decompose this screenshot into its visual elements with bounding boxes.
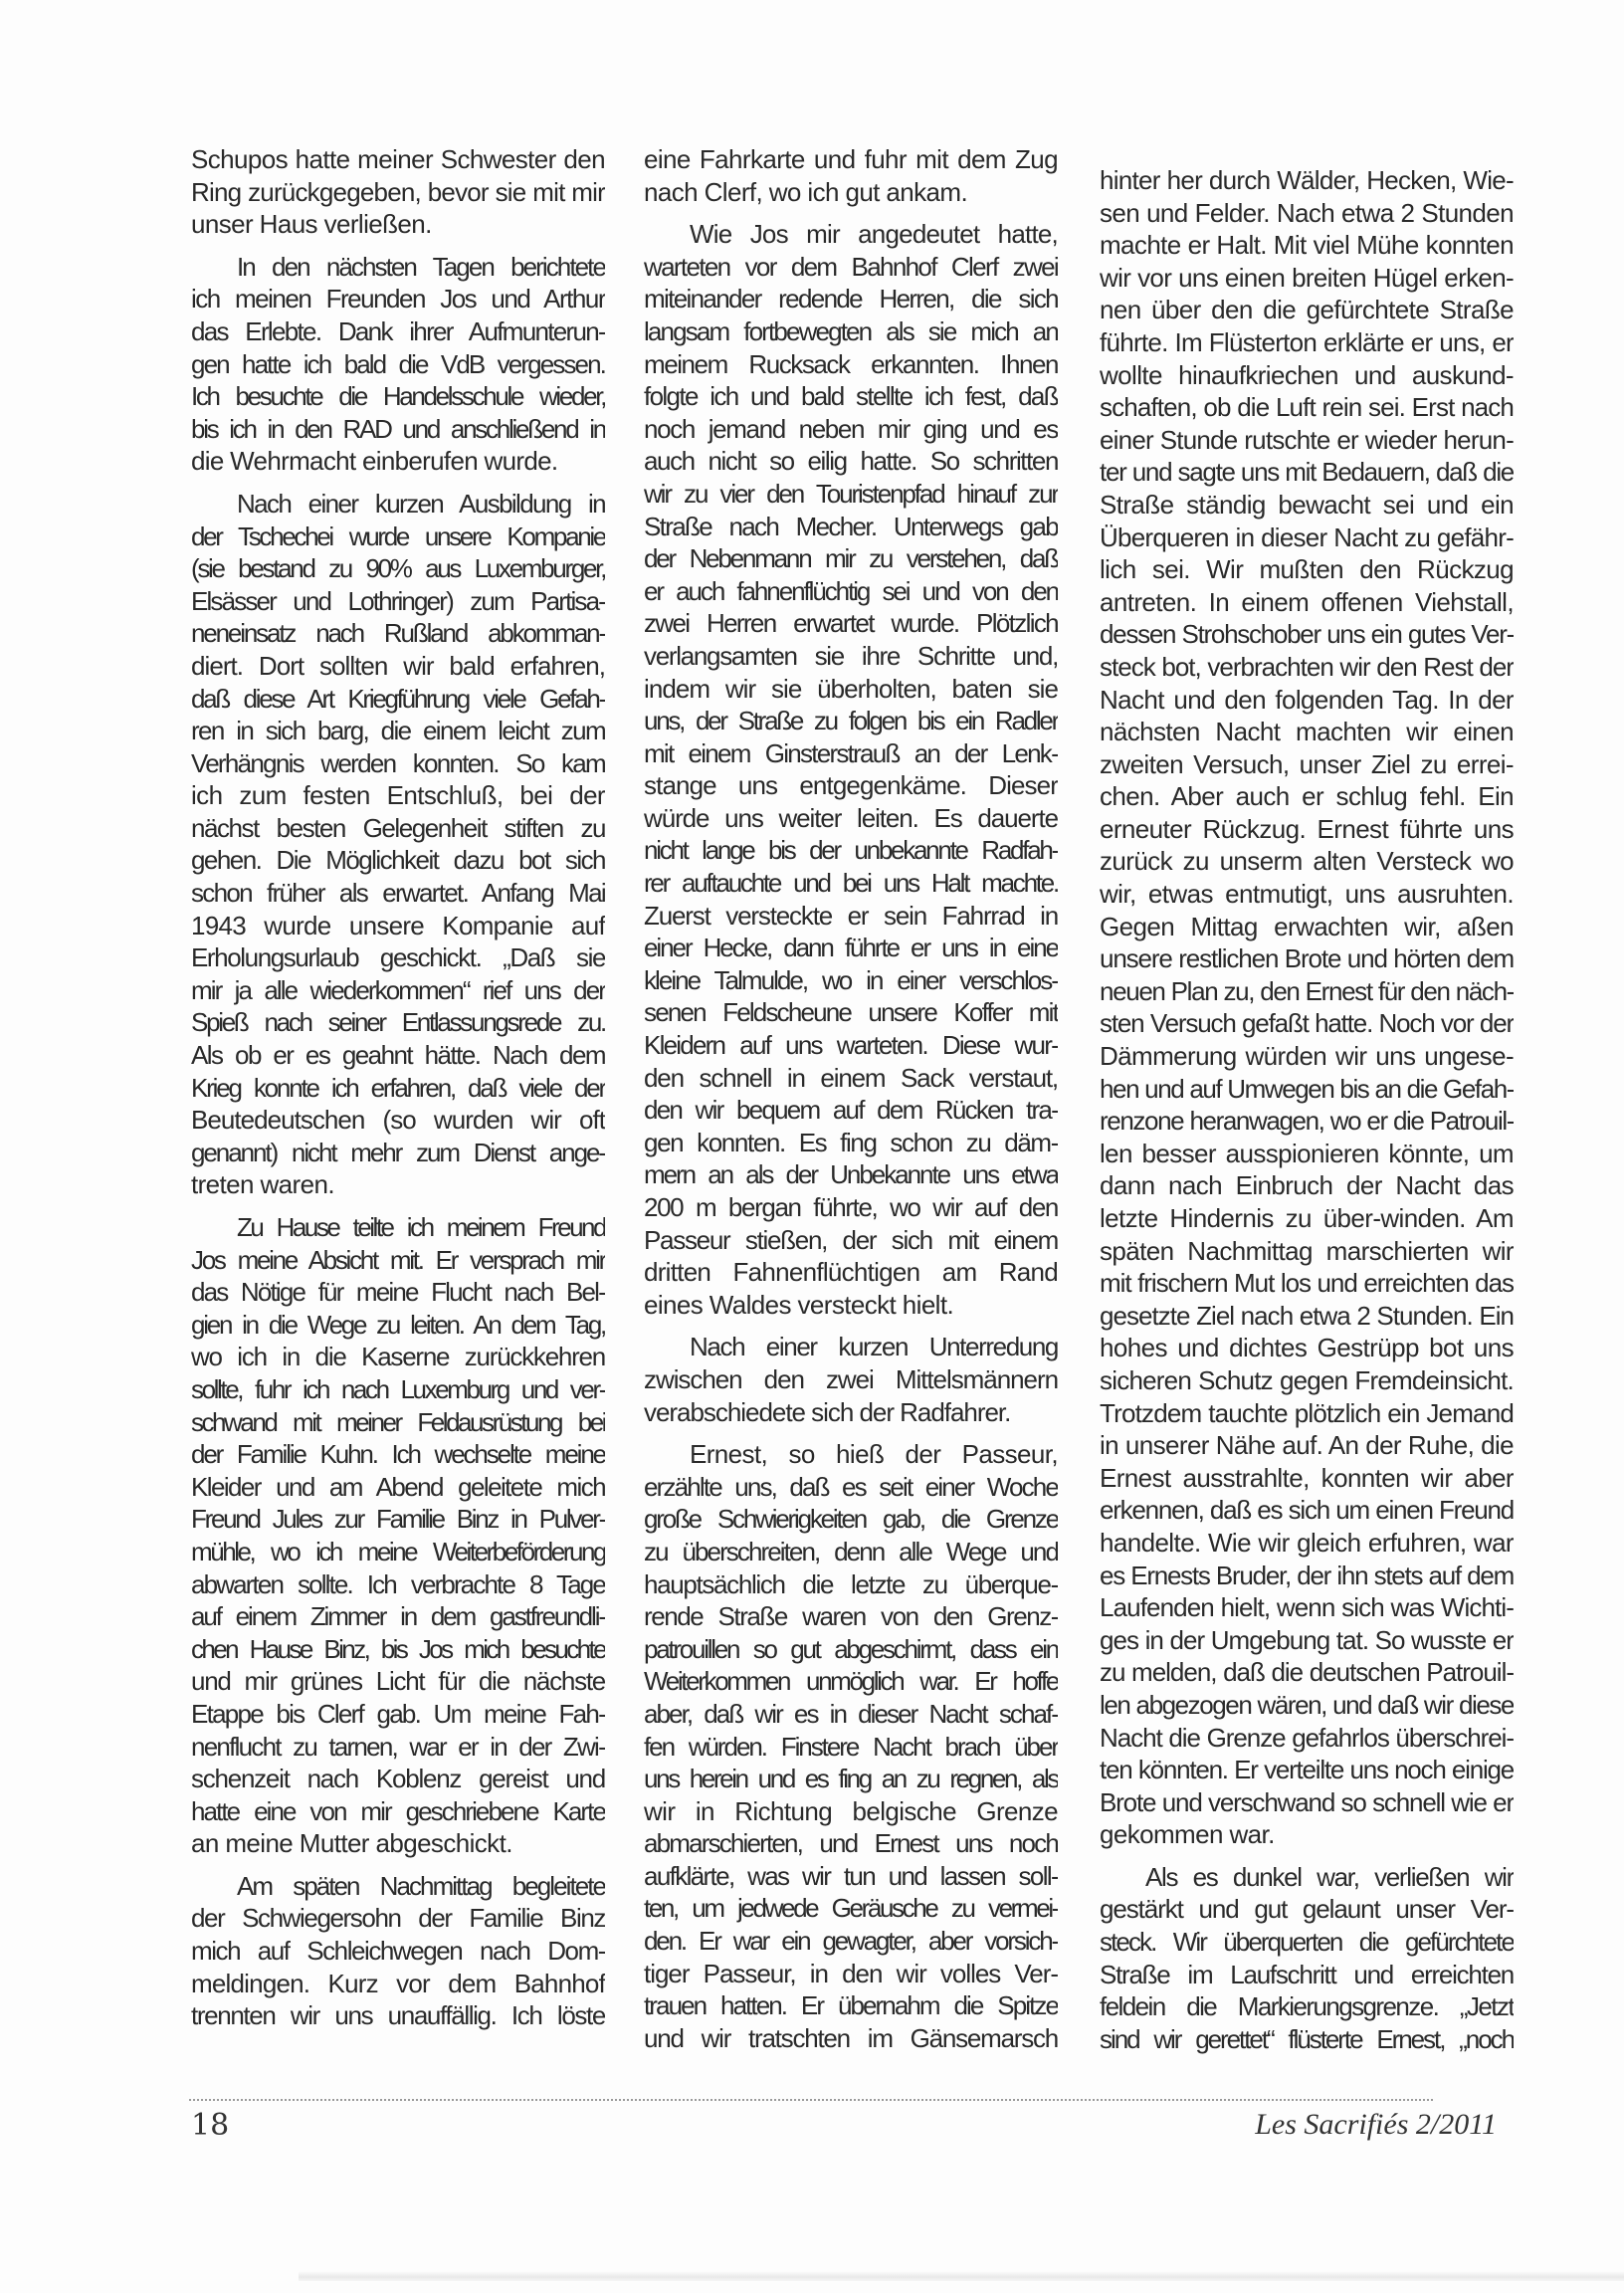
text-line: uns, der Straße zu folgen bis ein Radler xyxy=(644,706,1058,736)
text-line: Am späten Nachmittag begleitete xyxy=(237,1870,605,1901)
text-line: ter und sagte uns mit Bedauern, daß die xyxy=(1100,457,1514,488)
text-line: ich zum festen Entschluß, bei der xyxy=(191,780,605,811)
text-line: steck. Wir überquerten die gefürchtete xyxy=(1100,1927,1514,1958)
text-line: Beutedeutschen (so wurden wir oft xyxy=(191,1105,605,1136)
text-line: handelte. Wie wir gleich erfuhren, war xyxy=(1100,1527,1514,1558)
text-line: abmarschierten, und Ernest uns noch xyxy=(644,1828,1058,1859)
text-line: und wir tratschten im Gänsemarsch xyxy=(644,2022,1058,2053)
text-line: Etappe bis Clerf gab. Um meine Fah- xyxy=(191,1698,605,1729)
text-line: Nach einer kurzen Unterredung xyxy=(690,1332,1058,1362)
text-line: Nacht die Grenze gefahrlos überschrei- xyxy=(1100,1722,1514,1753)
page-number: 18 xyxy=(191,2108,230,2143)
text-line: folgte ich und bald stellte ich fest, daß xyxy=(644,381,1058,412)
text-line: uns herein und es fing an zu regnen, als xyxy=(644,1764,1058,1794)
text-line: unser Haus verließen. xyxy=(191,209,432,240)
text-line: warteten vor dem Bahnhof Clerf zwei xyxy=(644,251,1058,282)
text-line: schenzeit nach Koblenz gereist und xyxy=(191,1764,605,1794)
text-line: wir in Richtung belgische Grenze xyxy=(644,1795,1058,1826)
text-line: abwarten sollte. Ich verbrachte 8 Tage xyxy=(191,1568,605,1599)
text-column-2 xyxy=(644,143,1058,2064)
text-line: gen konnten. Es fing schon zu däm- xyxy=(644,1127,1058,1157)
text-line: trauen hatten. Er übernahm die Spitze xyxy=(644,1990,1058,2021)
text-line: kleine Talmulde, wo in einer verschlos- xyxy=(644,964,1058,995)
text-line: wollte hinaufkriechen und auskund- xyxy=(1100,359,1514,390)
text-line: mit frischern Mut los und erreichten das xyxy=(1100,1268,1514,1299)
text-line: gien in die Wege zu leiten. An dem Tag, xyxy=(191,1309,605,1340)
text-line: antreten. In einem offenen Viehstall, xyxy=(1100,586,1514,617)
text-line: späten Nachmittag marschierten wir xyxy=(1100,1235,1514,1266)
text-line: große Schwierigkeiten gab, die Grenze xyxy=(644,1504,1058,1535)
text-line: Ich besuchte die Handelsschule wieder, xyxy=(191,381,605,412)
text-line: Nacht und den folgenden Tag. In der xyxy=(1100,684,1514,715)
text-line: die Wehrmacht einberufen wurde. xyxy=(191,446,558,477)
text-line: erkennen, daß es sich um einen Freund xyxy=(1100,1495,1514,1526)
text-line: bis ich in den RAD und anschließend in xyxy=(191,413,605,444)
text-line: lich sei. Wir mußten den Rückzug xyxy=(1100,554,1514,585)
text-line: neuen Plan zu, den Ernest für den näch- xyxy=(1100,975,1514,1006)
text-line: langsam fortbewegten als sie mich an xyxy=(644,315,1058,346)
text-line: gestärkt und gut gelaunt unser Ver- xyxy=(1100,1894,1514,1925)
text-line: nenflucht zu tarnen, war er in der Zwi- xyxy=(191,1731,605,1762)
text-line: er auch fahnenflüchtig sei und von den xyxy=(644,575,1058,606)
text-line: genannt) nicht mehr zum Dienst ange- xyxy=(191,1137,605,1167)
text-line: chen. Aber auch er schlug fehl. Ein xyxy=(1100,781,1514,812)
text-line: gehen. Die Möglichkeit dazu bot sich xyxy=(191,845,605,876)
text-line: machte er Halt. Mit viel Mühe konnten xyxy=(1100,230,1514,261)
text-line: zwei Herren erwartet wurde. Plötzlich xyxy=(644,608,1058,639)
text-line: (sie bestand zu 90% aus Luxemburger, xyxy=(191,553,605,584)
text-line: zu überschreiten, denn alle Wege und xyxy=(644,1536,1058,1566)
text-line: es Ernests Bruder, der ihn stets auf dem xyxy=(1100,1560,1514,1590)
text-line: zurück zu unserm alten Versteck wo xyxy=(1100,846,1514,877)
text-line: mit einem Ginsterstrauß an der Lenk- xyxy=(644,737,1058,768)
text-line: hen und auf Umwegen bis an die Gefah- xyxy=(1100,1073,1514,1104)
text-line: ges in der Umgebung tat. So wusste er xyxy=(1100,1624,1514,1655)
text-line: wir vor uns einen breiten Hügel erken- xyxy=(1100,262,1514,293)
text-line: chen Hause Binz, bis Jos mich besuchte xyxy=(191,1633,605,1664)
text-line: gesetzte Ziel nach etwa 2 Stunden. Ein xyxy=(1100,1300,1514,1331)
text-line: Als es dunkel war, verließen wir xyxy=(1145,1861,1514,1892)
text-line: das Nötige für meine Flucht nach Bel- xyxy=(191,1277,605,1308)
paragraph xyxy=(191,251,605,478)
text-line: sten Versuch gefaßt hatte. Noch vor der xyxy=(1100,1008,1514,1039)
text-line: eine Fahrkarte und fuhr mit dem Zug xyxy=(644,144,1058,174)
text-line: erneuter Rückzug. Ernest führte uns xyxy=(1100,813,1514,844)
text-line: Jos meine Absicht mit. Er versprach mir xyxy=(191,1244,605,1275)
text-line: führte. Im Flüsterton erklärte er uns, er xyxy=(1100,326,1514,357)
text-line: aber, daß wir es in dieser Nacht schaf- xyxy=(644,1698,1058,1729)
text-line: Ernest ausstrahlte, konnten wir aber xyxy=(1100,1462,1514,1493)
text-line: mir ja alle wiederkommen“ rief uns der xyxy=(191,974,605,1005)
text-line: 200 m bergan führte, wo wir auf den xyxy=(644,1192,1058,1222)
text-line: erzählte uns, daß es seit einer Woche xyxy=(644,1471,1058,1502)
text-line: Überqueren in dieser Nacht zu gefähr- xyxy=(1100,521,1514,552)
paragraph xyxy=(644,218,1058,1321)
text-line: Brote und verschwand so schnell wie er xyxy=(1100,1786,1514,1817)
footer-dotted-rule xyxy=(189,2099,1433,2101)
text-line: Straße im Laufschritt und erreichten xyxy=(1100,1959,1514,1989)
text-line: ren in sich barg, die einem leicht zum xyxy=(191,716,605,746)
text-line: unsere restlichen Brote und hörten dem xyxy=(1100,943,1514,974)
text-line: dritten Fahnenflüchtigen am Rand xyxy=(644,1257,1058,1288)
paragraph xyxy=(191,1211,605,1860)
scan-edge-shadow xyxy=(299,2271,1624,2281)
text-line: Freund Jules zur Familie Binz in Pulver- xyxy=(191,1504,605,1535)
text-line: patrouillen so gut abgeschirmt, dass ein xyxy=(644,1633,1058,1664)
text-line: wir, etwas entmutigt, uns ausruhten. xyxy=(1100,879,1514,910)
text-line: den schnell in einem Sack verstaut, xyxy=(644,1062,1058,1093)
text-line: Ernest, so hieß der Passeur, xyxy=(690,1439,1058,1470)
text-line: wir zu vier den Touristenpfad hinauf zur xyxy=(644,478,1058,509)
text-line: diert. Dort sollten wir bald erfahren, xyxy=(191,650,605,681)
text-line: der Nebenmann mir zu verstehen, daß xyxy=(644,543,1058,574)
text-line: in unserer Nähe auf. An der Ruhe, die xyxy=(1100,1430,1514,1461)
text-line: Straße nach Mecher. Unterwegs gab xyxy=(644,511,1058,541)
text-line: Spieß nach seiner Entlassungsrede zu. xyxy=(191,1007,605,1038)
text-line: Erholungsurlaub geschickt. „Daß sie xyxy=(191,942,605,973)
text-line: ich meinen Freunden Jos und Arthur xyxy=(191,284,605,314)
text-line: Straße ständig bewacht sei und ein xyxy=(1100,489,1514,520)
text-line: Elsässer und Lothringer) zum Partisa- xyxy=(191,585,605,616)
text-column-1 xyxy=(191,143,605,2042)
text-column-3 xyxy=(1100,164,1514,2065)
text-line: der Schwiegersohn der Familie Binz xyxy=(191,1903,605,1934)
text-line: mich auf Schleichwegen nach Dom- xyxy=(191,1936,605,1967)
text-line: sen und Felder. Nach etwa 2 Stunden xyxy=(1100,197,1514,228)
text-line: zwischen den zwei Mittelsmännern xyxy=(644,1363,1058,1394)
text-line: Laufenden hielt, wenn sich was Wichti- xyxy=(1100,1592,1514,1623)
text-line: mühle, wo ich meine Weiterbeförderung xyxy=(191,1536,605,1566)
text-line: auch nicht so eilig hatte. So schritten xyxy=(644,446,1058,477)
text-line: meinem Rucksack erkannten. Ihnen xyxy=(644,348,1058,379)
text-line: das Erlebte. Dank ihrer Aufmunterun- xyxy=(191,315,605,346)
text-line: Nach einer kurzen Ausbildung in xyxy=(237,488,605,519)
paragraph xyxy=(644,143,1058,208)
text-line: ten könnten. Er verteilte uns noch einige xyxy=(1100,1755,1514,1785)
paragraph xyxy=(644,1331,1058,1428)
text-line: steck bot, verbrachten wir den Rest der xyxy=(1100,651,1514,682)
text-line: trennten wir uns unauffällig. Ich löste xyxy=(191,2000,605,2031)
text-line: Wie Jos mir angedeutet hatte, xyxy=(690,219,1058,250)
text-line: hatte eine von mir geschriebene Karte xyxy=(191,1795,605,1826)
text-line: Trotzdem tauchte plötzlich ein Jemand xyxy=(1100,1397,1514,1428)
paragraph xyxy=(1100,164,1514,1851)
text-line: len besser ausspionieren könnte, um xyxy=(1100,1138,1514,1168)
text-line: schaften, ob die Luft rein sei. Erst nach xyxy=(1100,392,1514,423)
text-line: wo ich in die Kaserne zurückkehren xyxy=(191,1342,605,1372)
text-line: Als ob er es geahnt hätte. Nach dem xyxy=(191,1040,605,1071)
text-line: len abgezogen wären, und daß wir diese xyxy=(1100,1689,1514,1720)
text-line: daß diese Art Kriegführung viele Gefah- xyxy=(191,683,605,714)
text-line: schwand mit meiner Feldausrüstung bei xyxy=(191,1406,605,1437)
paragraph xyxy=(191,1870,605,2032)
text-line: In den nächsten Tagen berichtete xyxy=(237,251,605,282)
text-line: tiger Passeur, in den wir volles Ver- xyxy=(644,1958,1058,1988)
text-line: nächst besten Gelegenheit stiften zu xyxy=(191,812,605,843)
text-line: ten, um jedwede Geräusche zu vermei- xyxy=(644,1893,1058,1924)
text-line: den. Er war ein gewagter, aber vorsich- xyxy=(644,1926,1058,1957)
text-line: feldein die Markierungsgrenze. „Jetzt xyxy=(1100,1991,1514,2022)
text-line: Gegen Mittag erwachten wir, aßen xyxy=(1100,911,1514,941)
text-line: zu melden, daß die deutschen Patrouil- xyxy=(1100,1657,1514,1688)
text-line: Kleider und am Abend geleitete mich xyxy=(191,1471,605,1502)
text-line: senen Feldscheune unsere Koffer mit xyxy=(644,997,1058,1028)
text-line: hauptsächlich die letzte zu überque- xyxy=(644,1568,1058,1599)
text-line: gekommen war. xyxy=(1100,1819,1275,1850)
text-line: Passeur stießen, der sich mit einem xyxy=(644,1224,1058,1255)
text-line: sind wir gerettet“ flüsterte Ernest, „noch xyxy=(1100,2023,1514,2054)
paragraph xyxy=(191,143,605,241)
text-line: einer Stunde rutschte er wieder herun- xyxy=(1100,424,1514,455)
text-line: Zu Hause teilte ich meinem Freund xyxy=(237,1212,605,1242)
text-line: der Tschechei wurde unsere Kompanie xyxy=(191,521,605,551)
text-line: dann nach Einbruch der Nacht das xyxy=(1100,1170,1514,1201)
text-line: eines Waldes versteckt hielt. xyxy=(644,1289,954,1320)
text-line: verabschiedete sich der Radfahrer. xyxy=(644,1396,1011,1427)
text-line: an meine Mutter abgeschickt. xyxy=(191,1828,512,1859)
text-line: würde uns weiter leiten. Es dauerte xyxy=(644,802,1058,833)
text-line: gen hatte ich bald die VdB vergessen. xyxy=(191,348,605,379)
text-line: renzone heranwagen, wo er die Patrouil- xyxy=(1100,1106,1514,1137)
paragraph xyxy=(191,488,605,1201)
text-line: fen würden. Finstere Nacht brach über xyxy=(644,1731,1058,1762)
text-line: der Familie Kuhn. Ich wechselte meine xyxy=(191,1439,605,1470)
text-line: aufklärte, was wir tun und lassen soll- xyxy=(644,1860,1058,1891)
text-line: nach Clerf, wo ich gut ankam. xyxy=(644,176,968,207)
text-line: einer Hecke, dann führte er uns in eine xyxy=(644,933,1058,963)
text-line: treten waren. xyxy=(191,1169,334,1200)
text-line: Krieg konnte ich erfahren, daß viele der xyxy=(191,1072,605,1103)
text-line: nicht lange bis der unbekannte Radfah- xyxy=(644,835,1058,866)
text-line: noch jemand neben mir ging und es xyxy=(644,413,1058,444)
text-line: rende Straße waren von den Grenz- xyxy=(644,1601,1058,1632)
text-line: und mir grünes Licht für die nächste xyxy=(191,1666,605,1697)
text-line: miteinander redende Herren, die sich xyxy=(644,284,1058,314)
text-line: auf einem Zimmer in dem gastfreundli- xyxy=(191,1601,605,1632)
text-line: nächsten Nacht machten wir einen xyxy=(1100,717,1514,747)
text-line: neneinsatz nach Rußland abkomman- xyxy=(191,618,605,649)
text-line: zweiten Versuch, unser Ziel zu errei- xyxy=(1100,748,1514,779)
text-line: indem wir sie überholten, baten sie xyxy=(644,673,1058,704)
text-line: meldingen. Kurz vor dem Bahnhof xyxy=(191,1968,605,1998)
text-line: Verhängnis werden konnten. So kam xyxy=(191,747,605,778)
text-line: Ring zurückgegeben, bevor sie mit mir xyxy=(191,176,605,207)
text-line: stange uns entgegenkäme. Dieser xyxy=(644,770,1058,801)
text-line: sicheren Schutz gegen Fremdeinsicht. xyxy=(1100,1364,1514,1395)
text-line: rer auftauchte und bei uns Halt machte. xyxy=(644,868,1058,899)
text-line: hohes und dichtes Gestrüpp bot uns xyxy=(1100,1333,1514,1363)
text-line: verlangsamten sie ihre Schritte und, xyxy=(644,640,1058,671)
text-line: dessen Strohschober uns ein gutes Ver- xyxy=(1100,619,1514,650)
text-line: schon früher als erwartet. Anfang Mai xyxy=(191,878,605,909)
text-line: sollte, fuhr ich nach Luxemburg und ver- xyxy=(191,1373,605,1404)
paragraph xyxy=(1100,1861,1514,2056)
journal-issue-title: Les Sacrifiés 2/2011 xyxy=(1255,2108,1497,2141)
text-line: Dämmerung würden wir uns ungese- xyxy=(1100,1041,1514,1072)
text-line: hinter her durch Wälder, Hecken, Wie- xyxy=(1100,165,1514,195)
text-line: Weiterkommen unmöglich war. Er hoffe xyxy=(644,1666,1058,1697)
text-line: Zuerst versteckte er sein Fahrrad in xyxy=(644,900,1058,931)
text-line: nen über den die gefürchtete Straße xyxy=(1100,295,1514,325)
text-line: den wir bequem auf dem Rücken tra- xyxy=(644,1095,1058,1126)
text-line: mern an als der Unbekannte uns etwa xyxy=(644,1159,1058,1190)
paragraph xyxy=(644,1438,1058,2054)
text-line: letzte Hindernis zu über-winden. Am xyxy=(1100,1203,1514,1233)
text-line: Kleidern auf uns warteten. Diese wur- xyxy=(644,1030,1058,1061)
text-line: 1943 wurde unsere Kompanie auf xyxy=(191,910,605,940)
text-line: Schupos hatte meiner Schwester den xyxy=(191,144,605,174)
